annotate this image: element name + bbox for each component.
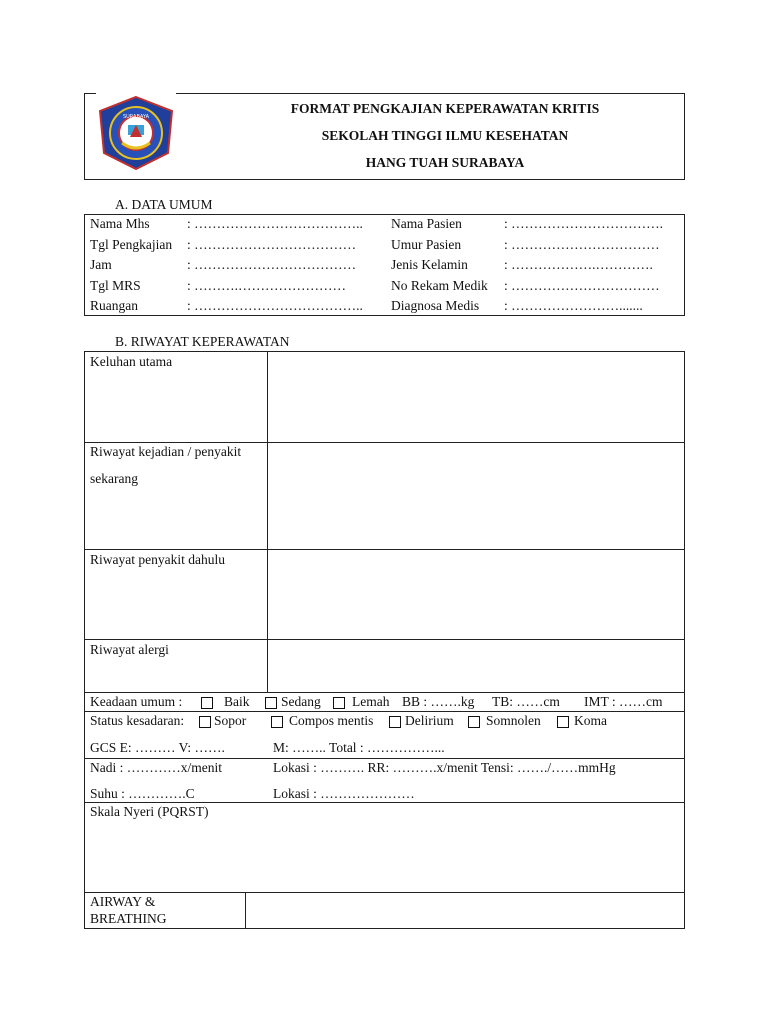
nama-mhs-label: Nama Mhs	[90, 216, 150, 231]
koma-label: Koma	[574, 713, 607, 728]
delirium-label: Delirium	[405, 713, 454, 728]
nama-mhs-field[interactable]: : ………………………………..	[187, 216, 363, 231]
riwayat-dahulu-field[interactable]	[268, 550, 684, 639]
ruangan-label: Ruangan	[90, 298, 138, 313]
tgl-pengkajian-field[interactable]: : ………………………………	[187, 237, 357, 252]
riwayat-kejadian-field[interactable]	[268, 443, 684, 549]
nama-pasien-field[interactable]: : …………………………….	[504, 216, 664, 231]
row-divider	[84, 692, 685, 693]
section-a-title: A. DATA UMUM	[115, 197, 213, 212]
institution-name: SEKOLAH TINGGI ILMU KESEHATAN	[321, 128, 569, 143]
diagnosa-medis-field[interactable]: : …………………….......	[504, 298, 643, 313]
sedang-label: Sedang	[281, 694, 321, 709]
ruangan-field[interactable]: : ………………………………..	[187, 298, 363, 313]
airway-label: AIRWAY &	[90, 894, 156, 909]
row-divider	[84, 711, 685, 712]
sopor-checkbox[interactable]	[199, 716, 211, 728]
bb-field[interactable]: BB : …….kg	[402, 694, 475, 709]
gcs-field[interactable]: GCS E: ……… V: …….	[90, 740, 225, 755]
tgl-pengkajian-label: Tgl Pengkajian	[90, 237, 173, 252]
lemah-checkbox[interactable]	[333, 697, 345, 709]
skala-nyeri-label: Skala Nyeri (PQRST)	[90, 804, 209, 819]
delirium-checkbox[interactable]	[389, 716, 401, 728]
keluhan-utama-field[interactable]	[268, 352, 684, 442]
lokasi-suhu-field[interactable]: Lokasi : …………………	[273, 786, 415, 801]
svg-text:SURABAYA: SURABAYA	[122, 114, 150, 120]
compos-mentis-label: Compos mentis	[289, 713, 374, 728]
umur-pasien-field[interactable]: : ……………………………	[504, 237, 660, 252]
keluhan-utama-label: Keluhan utama	[90, 354, 173, 369]
institution-logo	[94, 95, 178, 171]
section-b-title: B. RIWAYAT KEPERAWATAN	[115, 334, 290, 349]
no-rekam-medik-label: No Rekam Medik	[391, 278, 488, 293]
jam-field[interactable]: : ………………………………	[187, 257, 357, 272]
row-divider	[84, 802, 685, 803]
koma-checkbox[interactable]	[557, 716, 569, 728]
lemah-label: Lemah	[352, 694, 390, 709]
institution-city: HANG TUAH SURABAYA	[365, 155, 525, 170]
keadaan-umum-label: Keadaan umum :	[90, 694, 183, 709]
nama-pasien-label: Nama Pasien	[391, 216, 462, 231]
status-kesadaran-label: Status kesadaran:	[90, 713, 185, 728]
no-rekam-medik-field[interactable]: : ……………………………	[504, 278, 660, 293]
compos-mentis-checkbox[interactable]	[271, 716, 283, 728]
tgl-mrs-label: Tgl MRS	[90, 278, 141, 293]
nadi-field[interactable]: Nadi : …………x/menit	[90, 760, 222, 775]
riwayat-kejadian-label-cont: sekarang	[90, 471, 138, 486]
gcs-m-total-field[interactable]: M: …….. Total : ……………...	[273, 740, 445, 755]
riwayat-kejadian-label: Riwayat kejadian / penyakit	[90, 444, 242, 459]
sedang-checkbox[interactable]	[265, 697, 277, 709]
breathing-label: BREATHING	[90, 911, 167, 926]
jenis-kelamin-label: Jenis Kelamin	[391, 257, 468, 272]
baik-label: Baik	[224, 694, 250, 709]
tgl-mrs-field[interactable]: : ……….……………………	[187, 278, 347, 293]
riwayat-dahulu-label: Riwayat penyakit dahulu	[90, 552, 225, 567]
skala-nyeri-field[interactable]	[85, 822, 684, 892]
diagnosa-medis-label: Diagnosa Medis	[391, 298, 480, 313]
form-title: FORMAT PENGKAJIAN KEPERAWATAN KRITIS	[290, 101, 600, 116]
sopor-label: Sopor	[214, 713, 247, 728]
jam-label: Jam	[90, 257, 112, 272]
imt-field[interactable]: IMT : ……cm	[584, 694, 663, 709]
riwayat-alergi-field[interactable]	[268, 640, 684, 692]
baik-checkbox[interactable]	[201, 697, 213, 709]
suhu-field[interactable]: Suhu : ………….C	[90, 786, 195, 801]
tb-field[interactable]: TB: ……cm	[492, 694, 560, 709]
lokasi-rr-tensi-field[interactable]: Lokasi : ………. RR: ……….x/menit Tensi: ……./……mmHg	[273, 760, 616, 775]
somnolen-label: Somnolen	[486, 713, 541, 728]
riwayat-alergi-label: Riwayat alergi	[90, 642, 169, 657]
somnolen-checkbox[interactable]	[468, 716, 480, 728]
row-divider	[84, 758, 685, 759]
airway-breathing-field[interactable]	[246, 893, 684, 928]
umur-pasien-label: Umur Pasien	[391, 237, 462, 252]
jenis-kelamin-field[interactable]: : ……………….………….	[504, 257, 653, 272]
